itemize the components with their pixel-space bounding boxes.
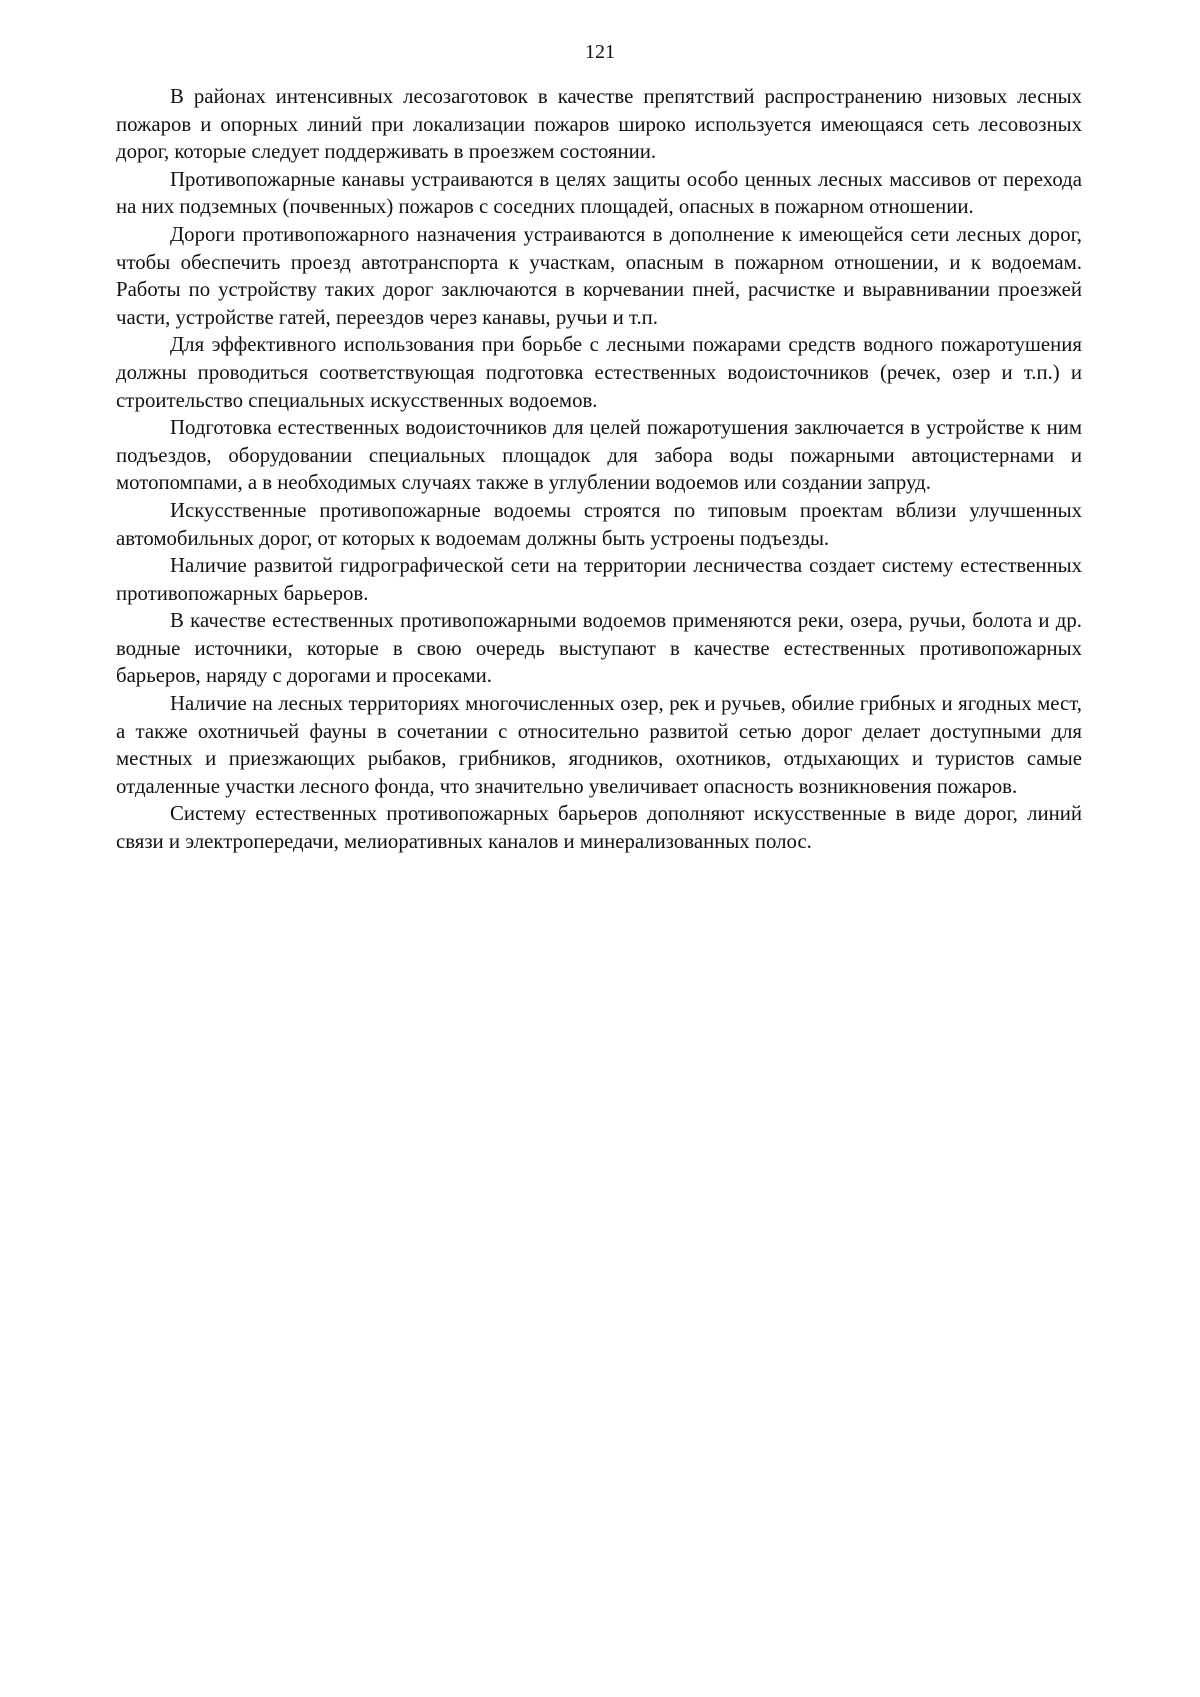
paragraph-forest-roads: В районах интенсивных лесозаготовок в качестве препятствий распространению низовых лесных пожаров и опорных линий при локализации пожаров широко используется имеющаяся сеть лесовозных дорог, которые следует поддерживать в проезжем состоянии. [116, 85, 1082, 164]
paragraph-water-preparation: Подготовка естественных водоисточников для целей пожаротушения заключается в устройстве к ним подъездов, оборудовании специальных площадок для забора воды пожарными автоцистернами и мотопомпами, а в необходимых случаях также в углублении водоемов или создании запруд. [116, 416, 1082, 495]
paragraph-hydrographic-network: Наличие развитой гидрографической сети на территории лесничества создает систему естественных противопожарных барьеров. [116, 554, 1082, 605]
paragraph-artificial-reservoirs: Искусственные противопожарные водоемы строятся по типовым проектам вблизи улучшенных автомобильных дорог, от которых к водоемам должны быть устроены подъезды. [116, 498, 1082, 550]
paragraph-natural-barriers: В качестве естественных противопожарными водоемов применяются реки, озера, ручьи, болота и др. водные источники, которые в свою очередь выступают в качестве естественных противопожарных барьеров, наряду с дорогами и просеками. [116, 609, 1082, 688]
paragraph-water-sources: Для эффективного использования при борьбе с лесными пожарами средств водного пожаротушения должны проводиться соответствующая подготовка естественных водоисточников (речек, озер и т.п.) и строительство специальных искусственных водоемов. [116, 333, 1082, 412]
paragraph-fire-roads: Дороги противопожарного назначения устраиваются в дополнение к имеющейся сети лесных дорог, чтобы обеспечить проезд автотранспорта к участкам, опасным в пожарном отношении, и к водоемам. Работы по устройству таких дорог заключаются в корчевании пней, расчистке и выравнивании проезжей части, устройстве гатей, переездов через канавы, ручьи и т.п. [116, 222, 1082, 329]
paragraph-fire-danger: Наличие на лесных территориях многочисленных озер, рек и ручьев, обилие грибных и ягодных мест, а также охотничьей фауны в сочетании с относительно развитой сетью дорог делает доступными для местных и приезжающих рыбаков, грибников, ягодников, охотников, отдыхающих и туристов самые отдаленные участки лесного фонда, что значительно увеличивает опасность возникновения пожаров. [116, 692, 1082, 798]
paragraph-firebreak-ditches: Противопожарные канавы устраиваются в целях защиты особо ценных лесных массивов от перехода на них подземных (почвенных) пожаров с соседних площадей, опасных в пожарном отношении. [116, 167, 1082, 219]
paragraph-artificial-barriers: Систему естественных противопожарных барьеров дополняют искусственные в виде дорог, линий связи и электропередачи, мелиоративных каналов и минерализованных полос. [116, 802, 1082, 854]
document-body [116, 83, 1082, 856]
page-number: 121 [585, 41, 615, 63]
